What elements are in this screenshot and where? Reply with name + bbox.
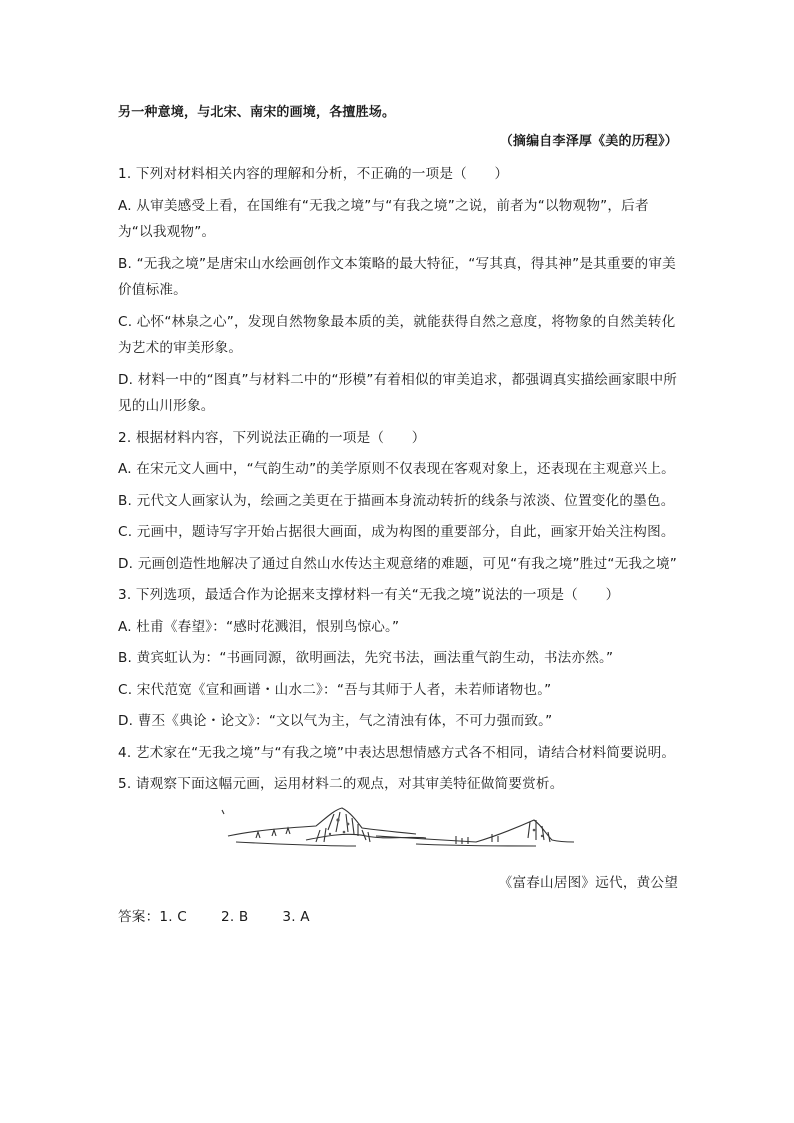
option-d: D. 元画创造性地解决了通过自然山水传达主观意绪的难题，可见“有我之境”胜过“无我之境” [118,555,678,572]
document-content [118,100,678,931]
question-1 [118,161,678,420]
source-citation: （摘编自李泽厚《美的历程》） [499,133,678,149]
question-5 [118,771,678,798]
option-c: C. 心怀“林泉之心”，发现自然物象最本质的美，就能获得自然之意度，将物象的自然美转化为艺术的审美形象。 [118,313,676,356]
painting-caption: 《富春山居图》远代，黄公望 [498,874,678,891]
option-a: A. 在宋元文人画中，“气韵生动”的美学原则不仅表现在客观对象上，还表现在主观意兴上。 [118,461,675,477]
option-d: D. 材料一中的“图真”与材料二中的“形模”有着相似的审美追求，都强调真实描绘画家眼中所见的山川形象。 [118,371,678,414]
option-b: B. 元代文人画家认为，绘画之美更在于描画本身流动转折的线条与浓淡、位置变化的墨色。 [118,492,675,509]
option-a: A. 杜甫《春望》：“感时花溅泪，恨别鸟惊心。” [118,618,400,635]
answer-key [118,904,678,931]
question-stem: 2. 根据材料内容，下列说法正确的一项是（ ） [118,429,426,446]
question-2 [118,425,678,578]
answer-item: 3. A [282,909,310,925]
question-4 [118,740,678,767]
intro-line: 另一种意境，与北宋、南宋的画境，各擅胜场。 [118,105,396,120]
option-b: B. 黄宾虹认为：“书画同源，欲明画法，先究书法，画法重气韵生动，书法亦然。” [118,650,614,666]
option-b: B. “无我之境”是唐宋山水绘画创作文本策略的最大特征，“写其真，得其神”是其重要的审美价值标准。 [118,255,676,298]
answer-item: 2. B [220,909,249,925]
question-stem: 5. 请观察下面这幅元画，运用材料二的观点，对其审美特征做简要赏析。 [118,776,564,792]
option-d: D. 曹丕《典论・论文》：“文以气为主，气之清浊有体，不可力强而致。” [118,713,553,729]
question-3 [118,582,678,735]
option-c: C. 宋代范宽《宣和画谱・山水二》：“吾与其师于人者，未若师诸物也。” [118,681,552,698]
painting-figure [118,806,678,866]
landscape-painting-image [216,806,576,864]
question-stem: 1. 下列对材料相关内容的理解和分析，不正确的一项是（ ） [118,166,509,182]
answer-label: 答案： [118,909,160,925]
question-stem: 4. 艺术家在“无我之境”与“有我之境”中表达思想情感方式各不相同，请结合材料简要说明。 [118,744,676,761]
option-a: A. 从审美感受上看，在国维有“无我之境”与“有我之境”之说，前者为“以物观物”，后者为“以我观物”。 [118,197,649,240]
option-c: C. 元画中，题诗写字开始占据很大画面，成为构图的重要部分，自此，画家开始关注构图。 [118,524,675,540]
answer-item: 1. C [159,909,187,925]
question-stem: 3. 下列选项，最适合作为论据来支撑材料一有关“无我之境”说法的一项是（ ） [118,587,620,603]
